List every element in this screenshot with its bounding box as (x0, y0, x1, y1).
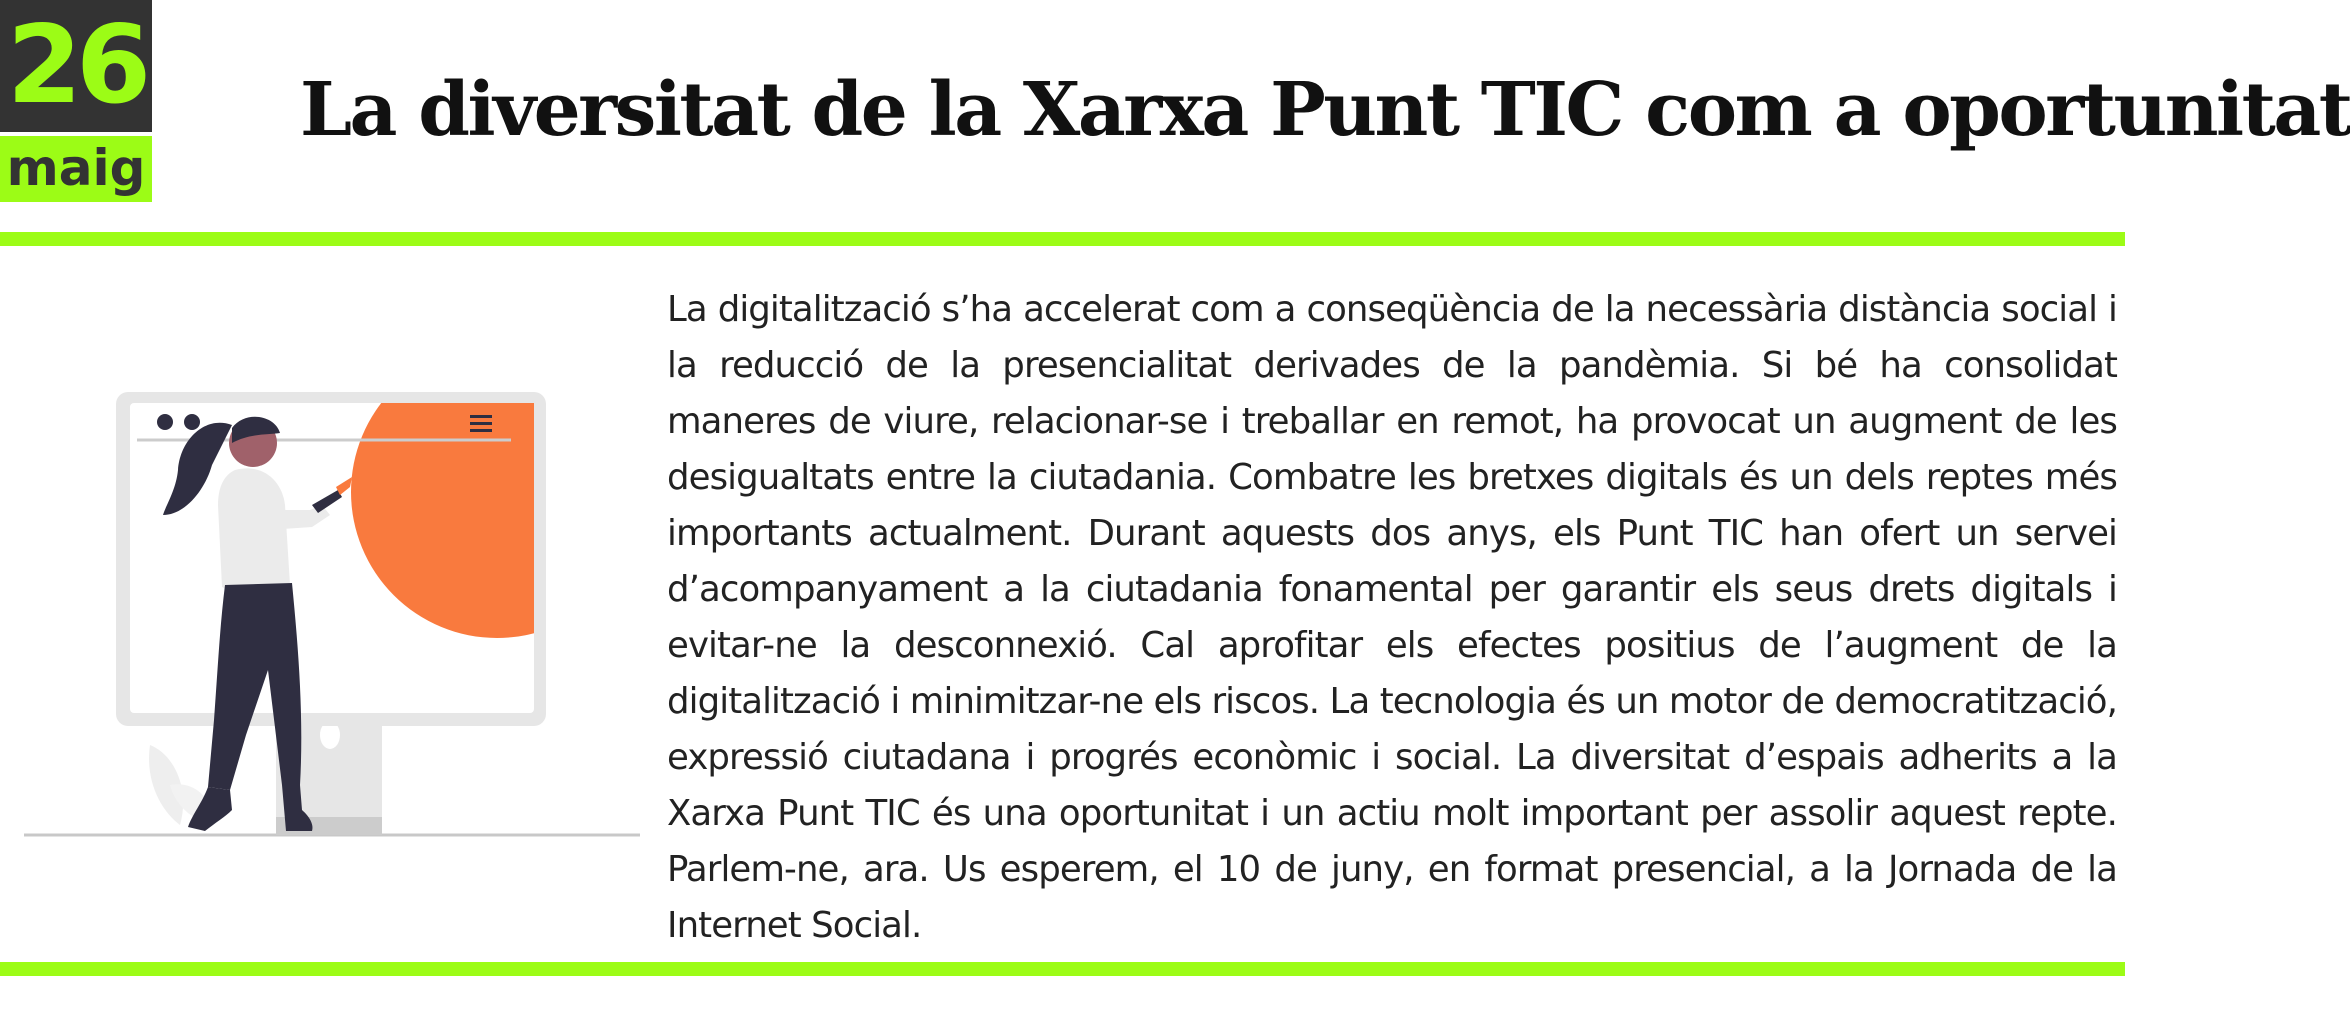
shirt (218, 468, 290, 593)
article-paragraph: La digitalització s’ha accelerat com a conseqüència de la necessària distància social i la reducció de la presencialitat derivades de la pandèmia. Si bé ha consolidat maneres de viure, relacionar-se i treballar en remot, ha provocat un augment de les desigualtats entre la ciutadania. Combatre les bretxes digitals és un dels reptes més importants actualment. Durant aquests dos anys, els Punt TIC han ofert un servei d’acompanyament a la ciutadania fonamental per garantir els seus drets digitals i evitar-ne la desconnexió. Cal aprofitar els efectes positius de l’augment de la digitalització i minimitzar-ne els riscos. La tecnologia és un motor de democratització, expressió ciutadana i progrés econòmic i social. La diversitat d’espais adherits a la Xarxa Punt TIC és una oportunitat i un actiu molt important per assolir aquest repte. (667, 289, 2117, 834)
page-title: La diversitat de la Xarxa Punt TIC com a oportunitat (300, 67, 2350, 153)
date-day: 26 (0, 0, 152, 132)
woman-drawing-on-monitor-illustration (0, 265, 650, 905)
date-badge (0, 0, 152, 202)
date-month: maig (0, 136, 152, 202)
hamburger-menu-icon (470, 415, 492, 432)
top-divider (0, 232, 2125, 246)
pants (208, 583, 301, 790)
article-body (667, 282, 2128, 954)
orange-circle (351, 346, 643, 638)
closing-text: Parlem-ne, ara. Us esperem, el 10 de juny, en format presencial, a la Jornada de la Internet Social. (667, 849, 2128, 946)
bottom-divider (0, 962, 2125, 976)
